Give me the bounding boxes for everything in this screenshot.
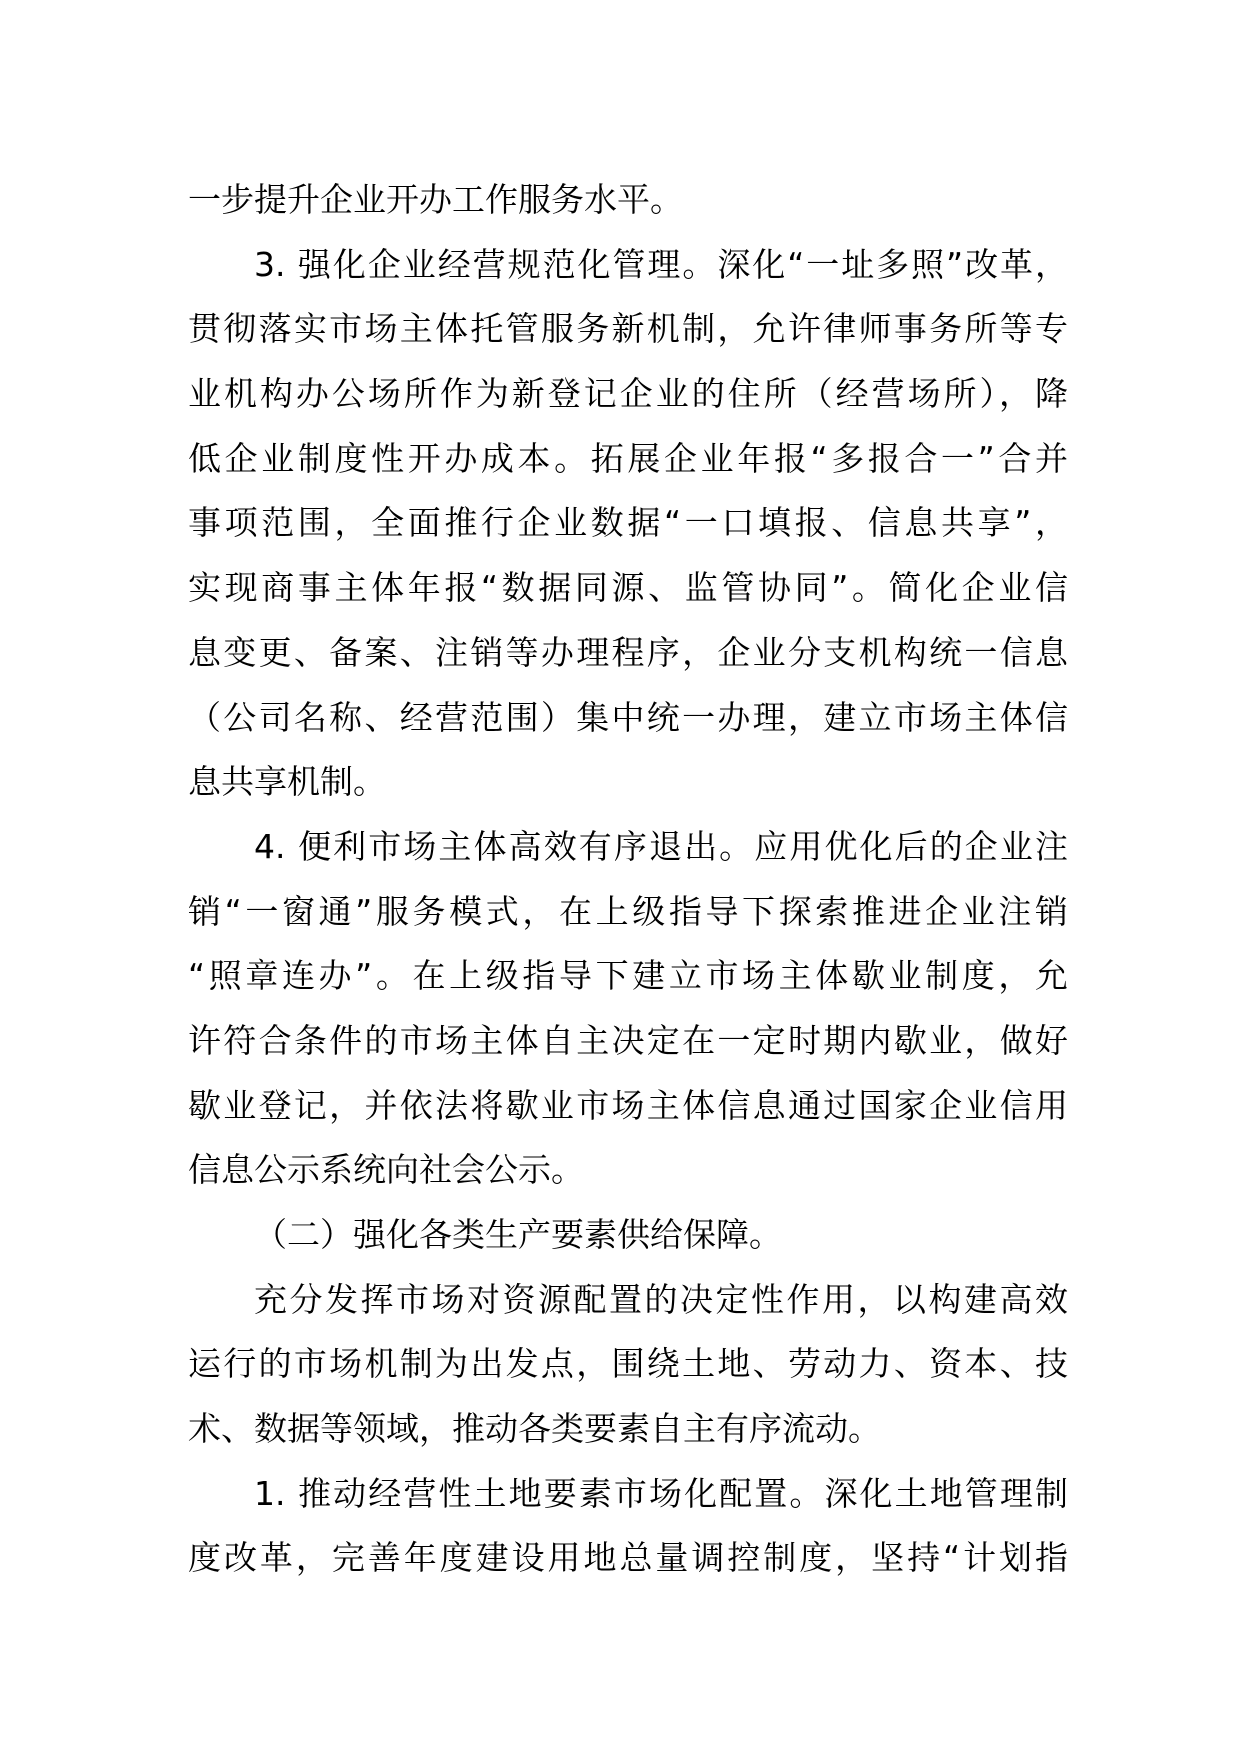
text-line: 1. 推动经营性土地要素市场化配置。深化土地管理制: [254, 1473, 1068, 1513]
text-line: 术、数据等领域，推动各类要素自主有序流动。: [188, 1409, 881, 1449]
text-line: 信息公示系统向社会公示。: [188, 1150, 584, 1190]
text-line: 许符合条件的市场主体自主决定在一定时期内歇业，做好: [188, 1020, 1068, 1060]
text-line: 事项范围，全面推行企业数据“一口填报、信息共享”，: [188, 503, 1068, 543]
text-line: 一步提升企业开办工作服务水平。: [188, 180, 683, 219]
text-line: 4. 便利市场主体高效有序退出。应用优化后的企业注: [254, 826, 1068, 866]
section-heading: （二）强化各类生产要素供给保障。: [254, 1215, 782, 1254]
text-line: 销“一窗通”服务模式，在上级指导下探索推进企业注销: [188, 891, 1068, 931]
text-line: 息共享机制。: [188, 762, 386, 802]
text-line: 度改革，完善年度建设用地总量调控制度，坚持“计划指: [188, 1538, 1068, 1578]
text-line: 运行的市场机制为出发点，围绕土地、劳动力、资本、技: [188, 1344, 1068, 1384]
body-text: [188, 168, 1068, 1591]
text-line: 充分发挥市场对资源配置的决定性作用，以构建高效: [254, 1279, 1068, 1319]
text-line: “照章连办”。在上级指导下建立市场主体歇业制度，允: [188, 956, 1068, 996]
text-line: 歇业登记，并依法将歇业市场主体信息通过国家企业信用: [188, 1085, 1068, 1125]
text-line: （公司名称、经营范围）集中统一办理，建立市场主体信: [188, 697, 1068, 737]
text-line: 贯彻落实市场主体托管服务新机制，允许律师事务所等专: [188, 309, 1068, 349]
text-line: 业机构办公场所作为新登记企业的住所（经营场所），降: [188, 374, 1068, 414]
text-line: 低企业制度性开办成本。拓展企业年报“多报合一”合并: [188, 438, 1068, 478]
text-line: 息变更、备案、注销等办理程序，企业分支机构统一信息: [188, 632, 1068, 672]
text-line: 3. 强化企业经营规范化管理。深化“一址多照”改革，: [254, 244, 1068, 284]
text-line: 实现商事主体年报“数据同源、监管协同”。简化企业信: [188, 568, 1068, 608]
